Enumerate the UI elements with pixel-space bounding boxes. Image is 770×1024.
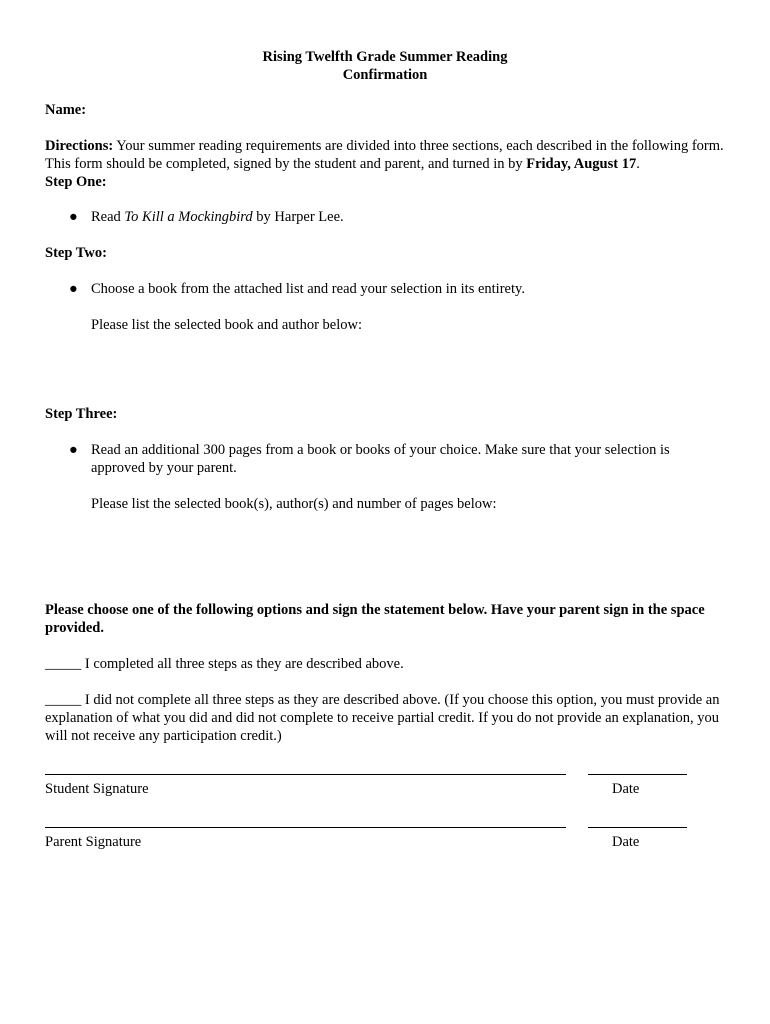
step-three-heading: Step Three:	[45, 406, 118, 422]
parent-date-line[interactable]	[588, 827, 687, 828]
student-date-line[interactable]	[588, 774, 687, 775]
due-date: Friday, August 17	[526, 156, 637, 172]
bullet-icon: ●	[69, 442, 78, 458]
parent-signature-label: Parent Signature	[45, 834, 142, 850]
parent-date-label: Date	[612, 834, 640, 850]
step-two-prompt: Please list the selected book and author below:	[91, 317, 362, 333]
title-line-2: Confirmation	[342, 67, 428, 83]
step-three-prompt: Please list the selected book(s), author(s) and number of pages below:	[91, 496, 497, 512]
directions-text: Your summer reading requirements are divided into three sections, each described in the following form. This form should be completed, signed by the student and parent, and turned in by	[45, 138, 724, 172]
name-label: Name:	[45, 102, 87, 118]
step-one-heading: Step One:	[45, 174, 107, 190]
read-prefix: Read	[91, 209, 125, 225]
step-three-text: Read an additional 300 pages from a book or books of your choice. Make sure that your selection is approved by your parent.	[91, 442, 670, 476]
student-signature-label: Student Signature	[45, 781, 149, 797]
read-suffix: by Harper Lee.	[252, 209, 344, 225]
parent-signature-line[interactable]	[45, 827, 566, 828]
directions-end: .	[636, 156, 640, 172]
directions-label: Directions:	[45, 138, 114, 154]
option-not-completed[interactable]: _____ I did not complete all three steps as they are described above. (If you choose this option, you must provide an explanation of what you did and did not complete to receive partial credit. If you do not provide an explanation, you will not receive any participation credit.)	[45, 692, 720, 744]
student-date-label: Date	[612, 781, 640, 797]
step-two-text: Choose a book from the attached list and read your selection in its entirety.	[91, 281, 525, 297]
step-one-text	[91, 208, 725, 226]
book-title: To Kill a Mockingbird	[124, 209, 253, 225]
option-completed[interactable]: _____ I completed all three steps as they are described above.	[45, 656, 404, 672]
options-instruction: Please choose one of the following options and sign the statement below. Have your parent sign in the space provided.	[45, 602, 705, 636]
title-line-1: Rising Twelfth Grade Summer Reading	[262, 49, 508, 65]
bullet-icon: ●	[69, 281, 78, 297]
student-signature-line[interactable]	[45, 774, 566, 775]
step-two-heading: Step Two:	[45, 245, 107, 261]
bullet-icon: ●	[69, 209, 78, 225]
directions-paragraph	[45, 137, 725, 173]
